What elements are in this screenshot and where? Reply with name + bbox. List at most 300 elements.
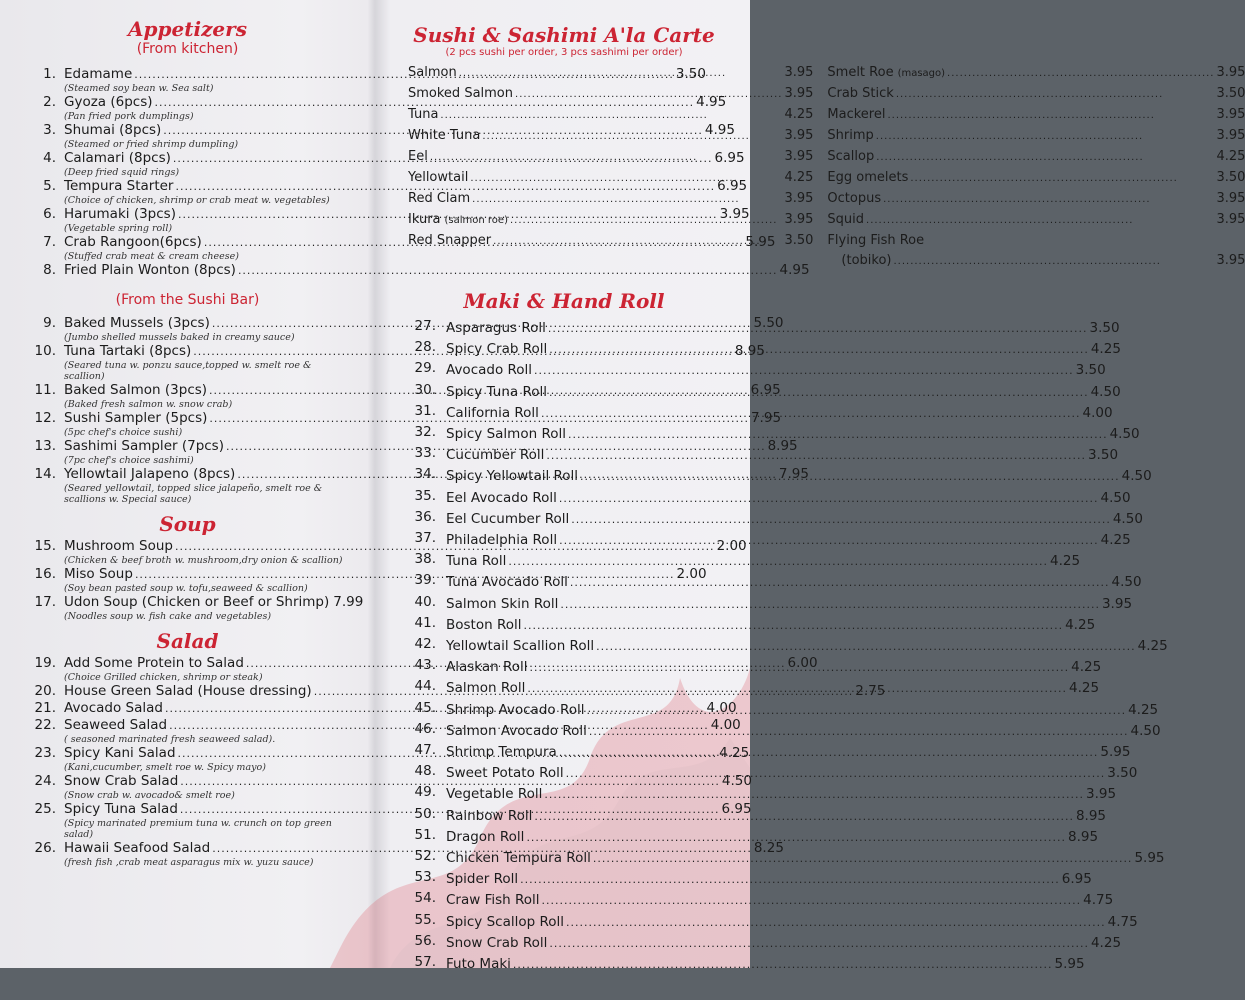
sushi-item-price: 3.95 — [784, 212, 814, 227]
item-number: 41. — [414, 614, 436, 631]
sushi-item — [408, 231, 813, 252]
sushi-bar-subtitle: (From the Sushi Bar) — [115, 292, 260, 308]
menu-item — [378, 699, 1159, 721]
item-number: 15. — [34, 538, 56, 554]
dot-leader — [887, 106, 1214, 126]
sushi-item — [408, 84, 813, 105]
item-row — [446, 551, 1081, 572]
sushi-item-price: 4.25 — [784, 170, 814, 185]
item-price: 4.95 — [779, 262, 810, 278]
item-number: 6. — [43, 206, 56, 222]
sushi-item-name: Eel — [408, 149, 428, 164]
sushi-item — [827, 210, 1245, 231]
item-row — [446, 615, 1096, 636]
menu-item — [0, 262, 810, 279]
menu-item — [378, 954, 1085, 975]
item-price: 7.99 — [333, 594, 364, 610]
dot-leader — [534, 807, 1074, 827]
item-price: 4.25 — [719, 745, 750, 761]
item-price: 7.95 — [778, 466, 809, 482]
item-row — [64, 94, 727, 111]
dot-leader — [560, 595, 1100, 615]
item-description: (5pc chef's choice sushi) — [64, 427, 183, 438]
sushi-item — [408, 105, 813, 126]
item-name: Tuna Roll — [446, 553, 507, 570]
item-row — [446, 933, 1122, 954]
dot-leader — [566, 764, 1106, 784]
item-row — [446, 424, 1140, 445]
item-price: 4.75 — [1107, 913, 1138, 930]
sushi-item — [408, 168, 813, 189]
item-number: 39. — [414, 572, 436, 589]
sushi-item — [827, 63, 1245, 84]
item-name: Yellowtail Scallion Roll — [446, 638, 595, 655]
item-number: 48. — [414, 763, 436, 780]
item-price: 3.50 — [1089, 320, 1120, 336]
item-description: (Steamed soy bean w. Sea salt) — [64, 83, 214, 94]
item-description: (Spicy marinated premium tuna w. crunch on top green salad) — [64, 818, 332, 840]
item-name: Boston Roll — [446, 616, 522, 633]
item-name: Miso Soup — [64, 566, 133, 582]
item-price: 2.75 — [855, 683, 886, 699]
item-name: Salmon Skin Roll — [446, 595, 559, 612]
item-number: 49. — [414, 784, 436, 801]
item-price: 4.00 — [1082, 404, 1113, 421]
item-name: Baked Mussels (3pcs) — [64, 315, 210, 331]
sushi-item-name: Flying Fish Roe — [827, 233, 925, 248]
item-name: Tempura Starter — [64, 178, 174, 194]
item-name: Sweet Potato Roll — [446, 765, 564, 782]
sushi-item-price: 3.95 — [784, 149, 814, 164]
item-price: 4.25 — [1090, 934, 1122, 951]
item-row — [64, 178, 748, 195]
sushi-item-name: Mackerel — [827, 107, 886, 122]
item-description: (Soy bean pasted soup w. tofu,seaweed & scallion) — [64, 583, 308, 594]
item-price: 3.50 — [1107, 765, 1138, 782]
menu-item — [378, 339, 1121, 360]
item-number: 25. — [34, 801, 56, 817]
item-name: Craw Fish Roll — [446, 892, 540, 909]
item-price: 6.00 — [787, 655, 818, 671]
sushi-sashimi-heading: Sushi & Sashimi A'la Carte — [413, 23, 715, 47]
item-name: Shumai (8pcs) — [64, 122, 162, 138]
sushi-item-name: Scallop — [827, 149, 875, 164]
menu-item — [0, 594, 375, 622]
item-row — [446, 488, 1131, 509]
sushi-item — [827, 168, 1245, 189]
item-name: Avocado Roll — [446, 362, 533, 379]
item-description: (fresh fish ,crab meat asparagus mix w. yuzu sauce) — [64, 857, 314, 868]
dot-leader — [896, 85, 1215, 105]
item-price: 4.00 — [710, 717, 741, 733]
item-name: Udon Soup (Chicken or Beef or Shrimp) — [64, 594, 330, 610]
item-number: 5. — [43, 178, 56, 194]
item-number: 4. — [43, 150, 56, 166]
sushi-item — [827, 231, 1245, 251]
item-price: 4.25 — [1128, 701, 1159, 718]
sushi-item — [408, 210, 813, 231]
item-name: Spicy Tuna Roll — [446, 383, 547, 400]
item-name: Gyoza (6pcs) — [64, 94, 153, 110]
menu-item — [378, 487, 1131, 509]
menu-item — [378, 593, 1133, 615]
sushi-item-price: 3.95 — [1216, 107, 1245, 122]
sushi-item-name: Yellowtail — [408, 170, 469, 185]
dot-leader — [546, 446, 1086, 466]
item-price: 4.25 — [1100, 532, 1131, 549]
item-name: Spicy Yellowtail Roll — [446, 468, 579, 485]
item-price: 3.50 — [675, 66, 706, 82]
appetizers-subtitle: (From kitchen) — [136, 41, 239, 57]
item-name: Hawaii Seafood Salad — [64, 840, 211, 856]
item-number: 31. — [414, 402, 436, 419]
item-price: 6.95 — [714, 150, 745, 166]
item-row — [446, 700, 1159, 721]
sushi-item — [827, 105, 1245, 126]
item-name: Shrimp Avocado Roll — [446, 701, 585, 718]
item-description: (Kani,cucumber, smelt roe w. Spicy mayo) — [64, 762, 266, 773]
item-name: Harumaki (3pcs) — [64, 206, 176, 222]
item-number: 27. — [414, 318, 436, 334]
item-number: 44. — [414, 678, 436, 695]
menu-item — [378, 784, 1117, 805]
item-price: 4.50 — [1090, 383, 1121, 400]
sushi-item — [408, 189, 813, 210]
item-name: Spicy Scallop Roll — [446, 913, 565, 930]
item-description: (Noodles soup w. fish cake and vegetables) — [64, 611, 272, 622]
item-number: 37. — [414, 530, 436, 547]
item-name: Sashimi Sampler (7pcs) — [64, 438, 224, 454]
item-number: 29. — [414, 360, 436, 377]
menu-item — [378, 932, 1122, 954]
item-number: 35. — [414, 487, 436, 504]
item-number: 22. — [34, 717, 56, 733]
item-name: Philadelphia Roll — [446, 532, 558, 549]
sushi-item-price: 3.95 — [784, 86, 814, 101]
item-price: 6.95 — [750, 382, 781, 398]
item-number: 56. — [414, 932, 436, 949]
item-name: Salmon Roll — [446, 680, 526, 697]
item-number: 24. — [34, 773, 56, 789]
item-row — [446, 869, 1092, 890]
item-name: Spicy Tuna Salad — [64, 801, 178, 817]
sushi-item-price: 4.25 — [784, 107, 814, 122]
item-number: 42. — [414, 636, 436, 653]
menu-item — [378, 530, 1131, 551]
item-number: 51. — [414, 826, 436, 843]
item-name: Snow Crab Salad — [64, 773, 179, 789]
item-price: 8.95 — [1068, 828, 1099, 845]
dot-leader — [593, 849, 1133, 869]
dot-leader — [883, 190, 1214, 210]
sushi-item-name: Smoked Salmon — [408, 86, 514, 101]
sushi-right-list — [827, 63, 1245, 272]
item-name: Calamari (8pcs) — [64, 150, 171, 166]
item-price: 4.50 — [1130, 722, 1161, 739]
item-name: Futo Maki — [446, 956, 511, 973]
item-number: 32. — [414, 424, 436, 441]
dot-leader — [947, 64, 1214, 84]
sushi-item-price: 3.95 — [1216, 191, 1245, 206]
item-name: Asparagus Roll — [446, 320, 546, 336]
item-number: 7. — [43, 234, 56, 250]
sushi-sashimi-note: (2 pcs sushi per order, 3 pcs sashimi per order) — [445, 47, 683, 58]
item-number: 20. — [34, 683, 56, 699]
item-description: (7pc chef's choice sashimi) — [64, 455, 194, 466]
item-name: Tuna Avocado Roll — [446, 574, 568, 591]
item-number: 2. — [43, 94, 56, 110]
item-price: 4.50 — [1100, 489, 1131, 506]
item-price: 3.95 — [1085, 786, 1117, 803]
sushi-item-price: 3.95 — [1216, 253, 1245, 268]
sushi-item-price: 3.95 — [1216, 128, 1245, 143]
dot-leader — [876, 127, 1215, 147]
dot-leader — [596, 637, 1136, 657]
sushi-item — [827, 147, 1245, 168]
dot-leader — [470, 169, 782, 189]
item-description: (Stuffed crab meat & cream cheese) — [64, 251, 239, 262]
item-price: 6.95 — [1061, 871, 1092, 888]
item-price: 4.50 — [721, 773, 752, 789]
sushi-item-price: 3.50 — [1216, 86, 1245, 101]
dot-leader — [527, 679, 1067, 699]
sushi-item-price: 3.95 — [784, 65, 814, 80]
menu-item — [378, 508, 1143, 530]
item-price: 4.25 — [1090, 341, 1121, 358]
item-price: 5.95 — [745, 234, 776, 250]
sushi-item — [827, 251, 1245, 272]
dot-leader — [530, 658, 1070, 678]
item-name: Add Some Protein to Salad — [64, 655, 244, 671]
item-price: 4.75 — [1083, 892, 1114, 909]
item-description: (Choice of chicken, shrimp or crab meat w. vegetables) — [64, 195, 330, 206]
dot-leader — [566, 913, 1106, 933]
sushi-item — [827, 126, 1245, 147]
item-price: 3.50 — [1087, 447, 1119, 464]
item-number: 23. — [34, 745, 56, 761]
sushi-item-note: (masago) — [897, 68, 946, 79]
item-number: 43. — [414, 657, 436, 674]
sushi-item-name: Salmon — [408, 65, 457, 80]
sushi-item-note: (salmon roe) — [444, 215, 508, 226]
item-name: Avocado Salad — [64, 700, 163, 716]
item-number: 1. — [43, 66, 56, 82]
item-number: 8. — [43, 262, 56, 278]
dot-leader — [910, 169, 1214, 189]
item-name: Alaskan Roll — [446, 659, 528, 676]
item-name: Vegetable Roll — [446, 786, 543, 803]
sushi-item-name: Squid — [827, 212, 865, 227]
dot-leader — [472, 190, 782, 210]
item-number: 19. — [34, 655, 56, 671]
item-number: 3. — [43, 122, 56, 138]
item-number: 38. — [414, 551, 436, 568]
item-number: 10. — [34, 343, 56, 359]
item-price: 3.50 — [1075, 362, 1106, 379]
item-row — [446, 594, 1133, 615]
item-row — [446, 954, 1085, 975]
item-name: Eel Avocado Roll — [446, 489, 557, 506]
menu-item — [378, 360, 1106, 381]
sushi-item-name: Octopus — [827, 191, 882, 206]
item-price: 2.00 — [716, 538, 747, 554]
dot-leader — [549, 934, 1089, 954]
dot-leader — [508, 552, 1048, 572]
item-name: Tuna Tartaki (8pcs) — [64, 343, 192, 359]
menu-item — [378, 890, 1114, 911]
item-name: Snow Crab Roll — [446, 934, 548, 951]
item-name: Yellowtail Jalapeno (8pcs) — [64, 466, 236, 482]
item-description: (Steamed or fried shrimp dumpling) — [64, 139, 239, 150]
item-number: 9. — [43, 315, 56, 331]
dot-leader — [515, 85, 782, 105]
dot-leader — [513, 955, 1053, 975]
item-description: ( seasoned marinated fresh seaweed salad). — [64, 734, 276, 745]
item-price: 5.95 — [1134, 850, 1165, 867]
item-price: 4.50 — [1109, 426, 1140, 443]
item-price: 4.50 — [1111, 574, 1142, 591]
item-number: 11. — [34, 382, 56, 398]
dot-leader — [544, 785, 1084, 805]
item-name: Cucumber Roll — [446, 447, 545, 464]
item-number: 13. — [34, 438, 56, 454]
item-name: Baked Salmon (3pcs) — [64, 382, 208, 398]
item-description: (Jumbo shelled mussels baked in creamy sauce) — [64, 332, 295, 343]
sushi-item-name: Smelt Roe — [827, 65, 894, 80]
menu-item — [378, 614, 1096, 636]
sushi-item-name: Crab Stick — [827, 86, 894, 101]
dot-leader — [440, 106, 782, 126]
dot-leader — [541, 404, 1081, 424]
dot-leader — [571, 510, 1111, 530]
item-price: 7.95 — [750, 410, 782, 426]
sushi-item-name: Tuna — [408, 107, 439, 122]
item-name: House Green Salad (House dressing) — [64, 683, 312, 699]
item-price: 4.25 — [1071, 659, 1102, 676]
sushi-item — [408, 126, 813, 147]
menu-item — [378, 742, 1131, 763]
item-name: Crab Rangoon(6pcs) — [64, 234, 202, 250]
sushi-left-list — [408, 63, 813, 272]
menu-item — [378, 636, 1168, 657]
dot-leader — [542, 891, 1082, 911]
dot-leader — [568, 425, 1108, 445]
item-description: (Vegetable spring roll) — [64, 223, 173, 234]
sushi-item-price: 4.25 — [1216, 149, 1245, 164]
dot-leader — [559, 489, 1099, 509]
item-number: 50. — [414, 805, 436, 822]
item-description: (Choice Grilled chicken, shrimp or steak) — [64, 672, 263, 683]
item-price: 5.95 — [1100, 744, 1131, 761]
item-price: 2.00 — [676, 566, 707, 582]
sushi-item — [827, 84, 1245, 105]
item-number: 17. — [34, 594, 56, 610]
sushi-item-name: Ikura — [408, 212, 441, 227]
sushi-item — [408, 147, 813, 168]
item-row — [446, 636, 1168, 657]
menu-item — [378, 720, 1161, 742]
item-number: 57. — [414, 954, 436, 971]
sushi-item — [408, 63, 813, 84]
item-number: 34. — [414, 466, 436, 483]
item-row — [446, 360, 1106, 381]
dot-leader — [534, 361, 1074, 381]
item-number: 54. — [414, 890, 436, 907]
dot-leader — [459, 64, 783, 84]
item-price: 3.95 — [1101, 595, 1133, 612]
item-number: 45. — [414, 699, 436, 716]
item-number: 21. — [34, 700, 56, 716]
dot-leader — [526, 828, 1066, 848]
dot-leader — [482, 127, 782, 147]
item-number: 26. — [34, 840, 56, 856]
item-name: Chicken Tempura Roll — [446, 850, 591, 867]
item-price: 8.95 — [767, 438, 798, 454]
item-price: 8.25 — [753, 840, 784, 856]
menu-item — [378, 551, 1081, 572]
menu-item — [378, 763, 1138, 784]
menu-item — [378, 911, 1138, 933]
item-number: 46. — [414, 720, 436, 737]
item-price: 8.95 — [1075, 807, 1107, 824]
sushi-item-name: Shrimp — [827, 128, 874, 143]
sushi-item-name: Red Snapper — [408, 233, 492, 248]
sushi-item — [827, 189, 1245, 210]
menu-item — [378, 572, 1142, 593]
dot-leader — [548, 319, 1088, 339]
item-price: 3.95 — [719, 206, 750, 222]
item-name: Fried Plain Wonton (8pcs) — [64, 262, 236, 278]
dot-leader — [570, 573, 1110, 593]
item-price: 4.50 — [1121, 468, 1152, 485]
item-number: 36. — [414, 508, 436, 525]
item-price: 4.95 — [704, 122, 735, 138]
menu-item — [378, 424, 1140, 445]
item-row — [446, 912, 1138, 933]
item-row — [446, 890, 1114, 911]
item-number: 33. — [414, 445, 436, 462]
dot-leader — [524, 616, 1064, 636]
item-price: 4.00 — [706, 700, 737, 716]
item-number: 30. — [414, 381, 436, 398]
item-name: Spider Roll — [446, 871, 519, 888]
item-name: California Roll — [446, 404, 539, 421]
item-number: 14. — [34, 466, 56, 482]
item-description: (Seared yellowtail, topped slice jalapeño, smelt roe & scallions w. Special sauce) — [64, 483, 323, 505]
item-number: 47. — [414, 742, 436, 759]
item-name: Spicy Kani Salad — [64, 745, 176, 761]
item-row — [446, 784, 1117, 805]
item-number: 28. — [414, 339, 436, 356]
item-row — [446, 572, 1142, 593]
sushi-item-price: 3.95 — [1216, 65, 1245, 80]
item-description: (Pan fried pork dumplings) — [64, 111, 194, 122]
dot-leader — [493, 232, 782, 252]
item-price: 6.95 — [717, 178, 748, 194]
item-description: (Baked fresh salmon w. snow crab) — [64, 399, 233, 410]
dot-leader — [893, 252, 1214, 272]
dot-leader — [876, 148, 1214, 168]
item-price: 4.25 — [1065, 616, 1096, 633]
dot-leader — [866, 211, 1214, 231]
item-name: Spicy Crab Roll — [446, 341, 548, 358]
item-number: 55. — [414, 911, 436, 928]
item-name: Shrimp Tempura — [446, 744, 557, 761]
item-price: 4.95 — [696, 94, 727, 110]
item-name: Rainbow Roll — [446, 807, 533, 824]
soup-heading: Soup — [159, 512, 216, 536]
dot-leader — [520, 870, 1060, 890]
